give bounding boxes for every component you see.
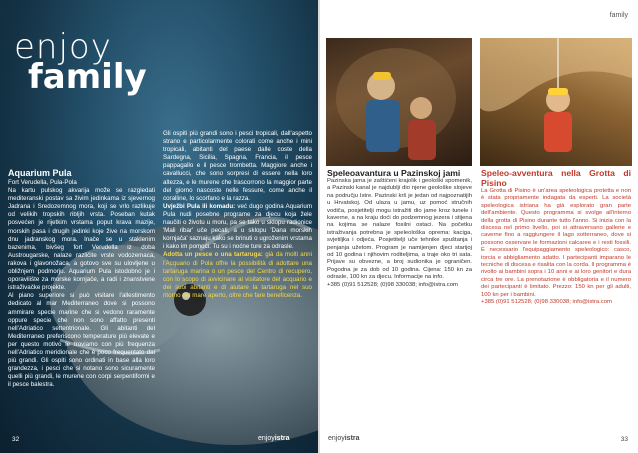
- left-column-1: [8, 168, 155, 428]
- italian-contact: +385 (0)91 512528; (0)98 330038; info@istra.com: [481, 299, 612, 306]
- brand-left-part1: enjoy: [258, 435, 275, 442]
- title-enjoy: enjoy: [14, 27, 112, 67]
- right-page: [320, 0, 638, 453]
- aquarium-hr-text: Na kartu pulskog akvarija može se razgledati mediteranski postav sa živim jedinkama iz sjevernog Jadrana i Sredozemnog mora, koji se vrlo razlikuje od velikih tropskih ribljih vrsta. Poseban kutak posvećen je rijetkim vrstama poput krava mazije, morskih pasa i drugih jedinki koje žive na morskom dnu jadranskog mora. Inače se u staklenim bazenima, bivšeg fort Verudella iz doba Austrougarske, nalaze različite vrste vodozemaca, rakova i glavonožaca, a gotovo sve su ulovljene u obližnjem podmorju. Aquarium Pula istodobno je i oporavilište za morske kornjače, a radi i znanstvene istraživačke projekte.: [8, 187, 155, 292]
- cave-photo-2-art: [480, 38, 632, 166]
- croatian-text: Pazinska jama je zaštićeni krajolik i geološki spomenik, a Pazinski kanal je najdublji dio njene geološke slojeve na području Istre. Pazinski krš je jedan od najpoznatijih u Hrvatskoj. Od ulaza u jamu, uz pomoć stručnih vodiča, posjetitelji mogu istražiti dio jame kroz tunele i kaverne, a na kraju doći do podzemnog jezera i stijena na kojima se nalaze fosilni ostaci. Na početku istraživanja potrebna je speleološka oprema: kaciga, svjetiljka i odjeća. Posjetitelji uče tehnike spuštanja i penjanja užetom. Program je namijenjen djeci starijoj od 10 godina i njihovim roditeljima, a traje oko tri sata. Prijave su obvezne, a broj sudionika je ograničen. Pogodna je za dob od 10 godina. Cijena: 150 kn za odrasle, 100 kn za djecu. Informacije na info.: [327, 178, 472, 281]
- page-number-left: 32: [12, 436, 20, 443]
- col2-text-c: già da molti anni l'Acquario di Pola offre la possibilità di adottare una tartaruga marina o un pesce del Centro di recupero, con lo scopo di avvicinare al visitatore del acquario e dei suoi abitanti e di aiutare la tartaruga nel suo ritorno nel mare aperto, oltre che fare beneficenza.: [163, 251, 312, 299]
- cave-photo-2: [480, 38, 632, 166]
- cave-photo-1: [326, 38, 472, 166]
- aquarium-location: Fort Verudella, Pula-Pola: [8, 179, 77, 186]
- cave-photo-1-art: [326, 38, 472, 166]
- section-label: family: [609, 12, 628, 19]
- brand-right-part2: istra: [344, 435, 360, 442]
- aquarium-it-text: Al piano superiore si può visitare l'allestimento dedicato al mar Mediterraneo dove si possono ammirare specie marine che si vedono raramente oppure specie che non sono affatto presenti nell'Adriatico settentrionale. Gli abitanti del Mediterraneo preferiscono temperature più elevate e per questo motivo le troviamo con più frequenza nell'Adriatico meridionale che è poco frequentato dai più grandi. Gli ospiti sono ordinati in base alla loro grandezza, i pesci che si notano sono sicuramente quelli più grandi, le murene con corpi serpentiformi e il pesce balestra.: [8, 292, 155, 389]
- left-column-2: [163, 130, 312, 360]
- italian-heading: Speleo-avventura nella Grotta di Pisino: [481, 168, 631, 188]
- right-column-1: [327, 168, 472, 426]
- col2-heading: Uvježbi Pula ili komadu:: [163, 202, 236, 210]
- croatian-contact: +385 (0)91 512528; (0)98 330038; info@istra.com: [327, 281, 458, 288]
- brand-right-part1: enjoy: [328, 435, 345, 442]
- title-family: family: [28, 57, 147, 97]
- italian-text: La Grotta di Pisino è un'area speleologica protetta e non è stata propriamente indagata da esperti. La società speleologica istriana ha già esplorato gran parte dell'ambiente. Questo programma si svolge all'interno della grotta di Pisino durante tutto l'anno. Si inizia con la discesa nel primo livello, poi si attraversano gallerie e caverne fino a raggiungere il lago sotterraneo, dove si possono osservare le formazioni calcaree e i resti fossili. È necessario l'equipaggiamento speleologico: casco, torcia e abbigliamento adatto. I partecipanti imparano le tecniche di discesa e risalita con la corda. Il programma è rivolto ai bambini sopra i 10 anni e ai loro genitori e dura circa tre ore. La prenotazione è obbligatoria e il numero dei partecipanti è limitato. Prezzo: 150 kn per gli adulti, 100 kn per i bambini.: [481, 188, 631, 298]
- right-column-2: [481, 168, 631, 426]
- aquarium-heading: Aquarium Pula: [8, 168, 72, 178]
- left-page: [0, 0, 318, 453]
- croatian-heading: Speleoavantura u Pazinskoj jami: [327, 168, 461, 178]
- col2-it-heading: Adotta un pesce o una tartaruga:: [163, 251, 263, 259]
- brand-right: [328, 435, 360, 442]
- brand-left: [258, 435, 290, 442]
- brand-left-part2: istra: [274, 435, 290, 442]
- page-number-right: 33: [620, 436, 628, 443]
- col2-text-b: već dugo godina Aquarium Pula nudi posebne programe za djecu koja žele naučiti o životu u moru, pa se tako u sklopu radionice 'Mali ribar' uče pecati, a u sklopu 'Dana morskih kornjača' saznaju kako se brinuti o ugroženim vrstama i kako im pomoći. Tu su i noćne ture za odrasle.: [163, 202, 312, 251]
- col2-text-a: Gli ospiti più grandi sono i pesci tropicali, dall'aspetto strano e particolarmente colorati come anche i mini tropicali, abitanti del paese dalle coste della Sardegna, Sicilia, Spagna, Francia, il pesce pappagallo e il pesce trombetta. Maggiore anche i cavallucci, che sono sorpresi di essere nella loro altezza, e le murene che trascorrono la maggior parte del giorno nascoste nelle fessure, come anche il coralline, lo scorfano e la razza.: [163, 130, 312, 202]
